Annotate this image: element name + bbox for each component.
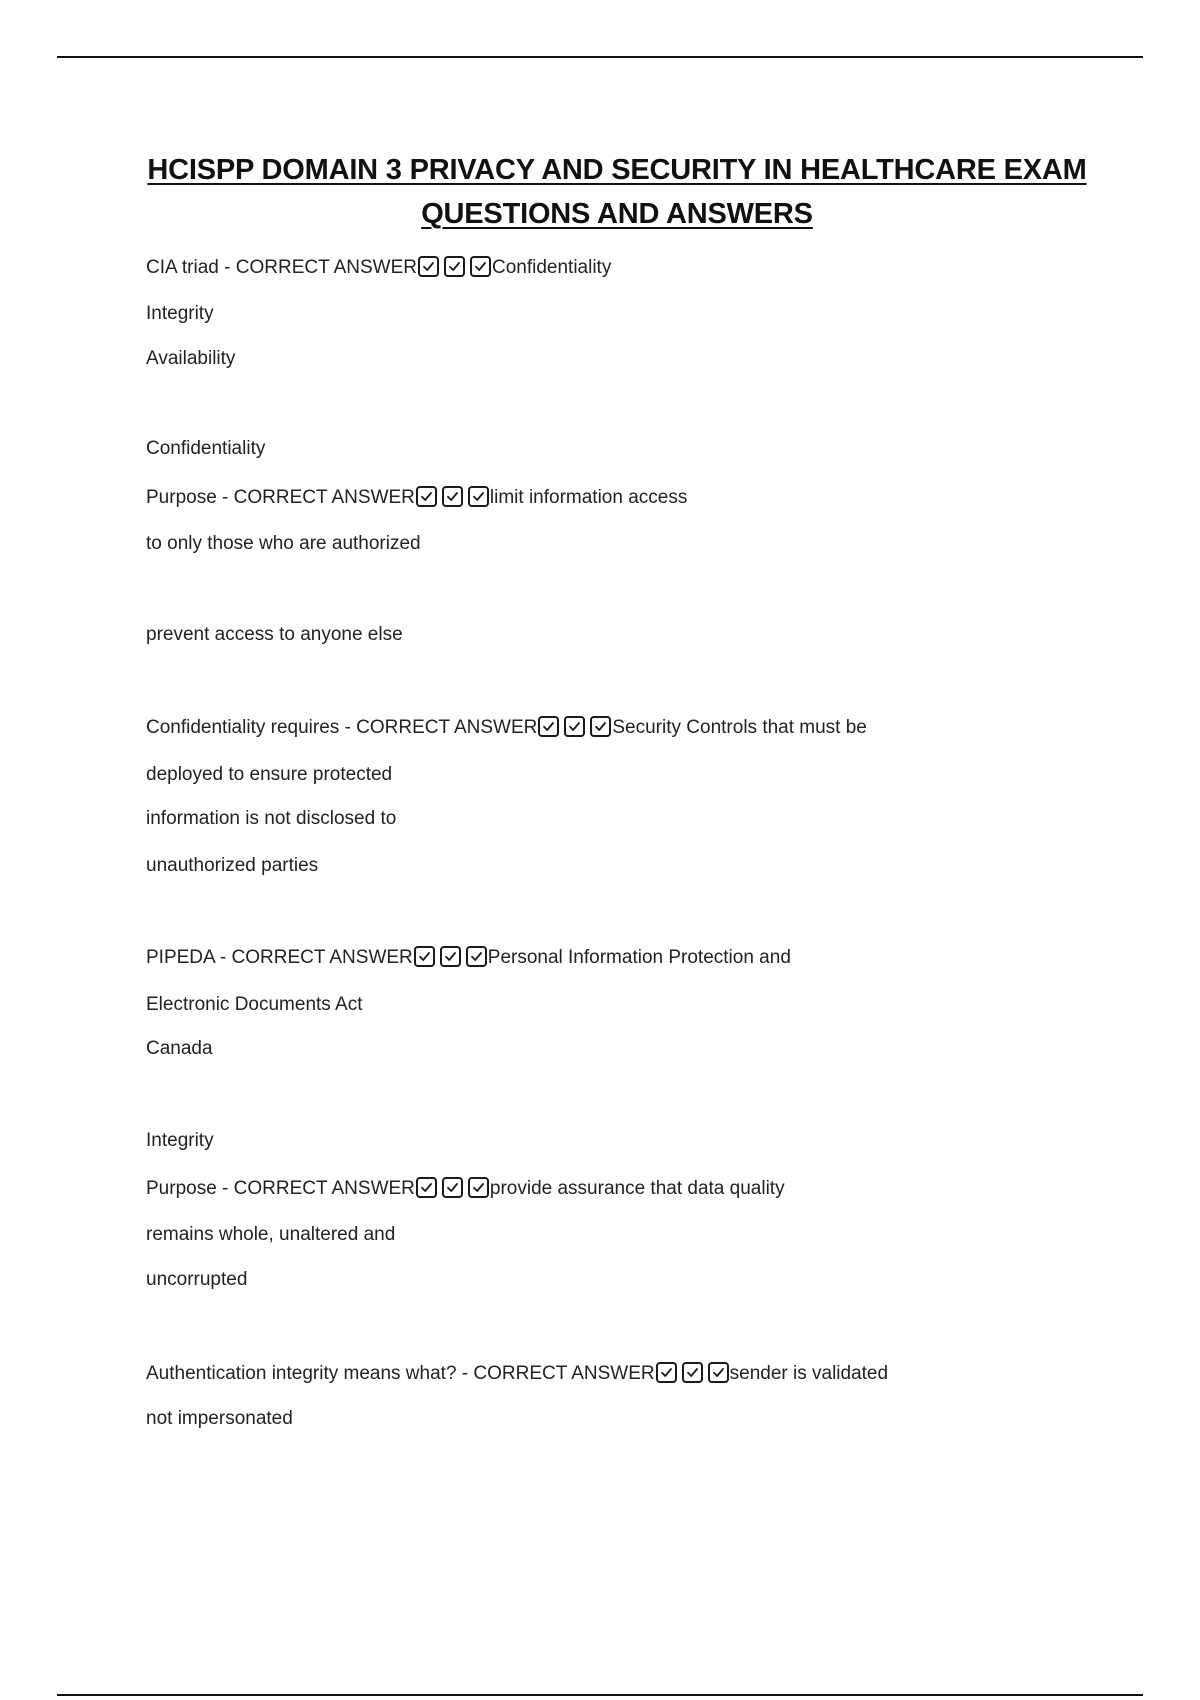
check-box-icon <box>466 946 487 967</box>
check-mark-glyph <box>420 1181 433 1194</box>
check-mark-glyph <box>568 720 581 733</box>
question-text: PIPEDA <box>146 947 215 968</box>
document-title <box>0 148 1200 236</box>
answer-marker: - CORRECT ANSWER <box>216 1178 415 1199</box>
qa-question-line <box>146 486 687 510</box>
question-text: Purpose <box>146 1178 217 1199</box>
qa-question-line <box>146 256 611 280</box>
check-box-icon <box>708 1362 729 1383</box>
check-mark-glyph <box>470 950 483 963</box>
check-box-icon <box>656 1362 677 1383</box>
check-box-icon <box>538 716 559 737</box>
answer-text: provide assurance that data quality <box>489 1178 785 1199</box>
check-mark-glyph <box>686 1366 699 1379</box>
answer-line: prevent access to anyone else <box>146 624 403 645</box>
question-prefix-line: Confidentiality <box>146 438 266 459</box>
answer-line: unauthorized parties <box>146 855 319 876</box>
check-box-icon <box>414 946 435 967</box>
check-marks <box>418 256 491 277</box>
title-line-1: HCISPP DOMAIN 3 PRIVACY AND SECURITY IN HEALTHCARE EXAM <box>147 154 1087 186</box>
check-box-icon <box>444 256 465 277</box>
check-marks <box>538 716 611 737</box>
answer-marker: - CORRECT ANSWER <box>216 487 415 508</box>
check-box-icon <box>418 256 439 277</box>
answer-marker: - CORRECT ANSWER <box>456 1363 655 1384</box>
question-prefix-line: Integrity <box>146 1130 214 1151</box>
check-marks <box>414 946 487 967</box>
check-box-icon <box>468 1177 489 1198</box>
check-mark-glyph <box>420 490 433 503</box>
answer-line: remains whole, unaltered and <box>146 1224 396 1245</box>
title-line-2: QUESTIONS AND ANSWERS <box>421 198 813 230</box>
check-mark-glyph <box>712 1366 725 1379</box>
check-mark-glyph <box>472 490 485 503</box>
check-box-icon <box>564 716 585 737</box>
answer-line: to only those who are authorized <box>146 533 421 554</box>
answer-marker: - CORRECT ANSWER <box>214 947 413 968</box>
check-box-icon <box>442 1177 463 1198</box>
answer-line: uncorrupted <box>146 1269 248 1290</box>
check-box-icon <box>416 486 437 507</box>
check-mark-glyph <box>660 1366 673 1379</box>
answer-text: Security Controls that must be <box>612 717 867 738</box>
check-mark-glyph <box>446 490 459 503</box>
answer-text: sender is validated <box>729 1363 889 1384</box>
question-text: Purpose <box>146 487 217 508</box>
check-marks <box>656 1362 729 1383</box>
check-mark-glyph <box>422 260 435 273</box>
answer-line: information is not disclosed to <box>146 808 397 829</box>
check-box-icon <box>416 1177 437 1198</box>
question-text: CIA triad <box>146 257 219 278</box>
check-mark-glyph <box>472 1181 485 1194</box>
check-mark-glyph <box>446 1181 459 1194</box>
qa-question-line <box>146 716 867 740</box>
check-box-icon <box>682 1362 703 1383</box>
top-divider <box>57 56 1143 58</box>
qa-question-line <box>146 1362 888 1386</box>
check-mark-glyph <box>418 950 431 963</box>
answer-text: limit information access <box>489 487 688 508</box>
answer-text: Personal Information Protection and <box>487 947 791 968</box>
check-box-icon <box>468 486 489 507</box>
answer-text: Confidentiality <box>491 257 612 278</box>
question-text: Authentication integrity means what? <box>146 1363 457 1384</box>
answer-line: not impersonated <box>146 1408 293 1429</box>
answer-marker: - CORRECT ANSWER <box>218 257 417 278</box>
check-mark-glyph <box>474 260 487 273</box>
check-mark-glyph <box>448 260 461 273</box>
answer-marker: - CORRECT ANSWER <box>339 717 538 738</box>
qa-question-line <box>146 1177 785 1201</box>
answer-line: Electronic Documents Act <box>146 994 363 1015</box>
question-text: Confidentiality requires <box>146 717 340 738</box>
check-mark-glyph <box>542 720 555 733</box>
check-mark-glyph <box>444 950 457 963</box>
answer-line: Availability <box>146 348 236 369</box>
answer-line: Integrity <box>146 303 214 324</box>
answer-line: Canada <box>146 1038 213 1059</box>
check-mark-glyph <box>594 720 607 733</box>
check-marks <box>416 1177 489 1198</box>
check-box-icon <box>440 946 461 967</box>
qa-question-line <box>146 946 791 970</box>
check-marks <box>416 486 489 507</box>
bottom-divider <box>57 1694 1143 1696</box>
check-box-icon <box>590 716 611 737</box>
answer-line: deployed to ensure protected <box>146 764 393 785</box>
check-box-icon <box>470 256 491 277</box>
check-box-icon <box>442 486 463 507</box>
